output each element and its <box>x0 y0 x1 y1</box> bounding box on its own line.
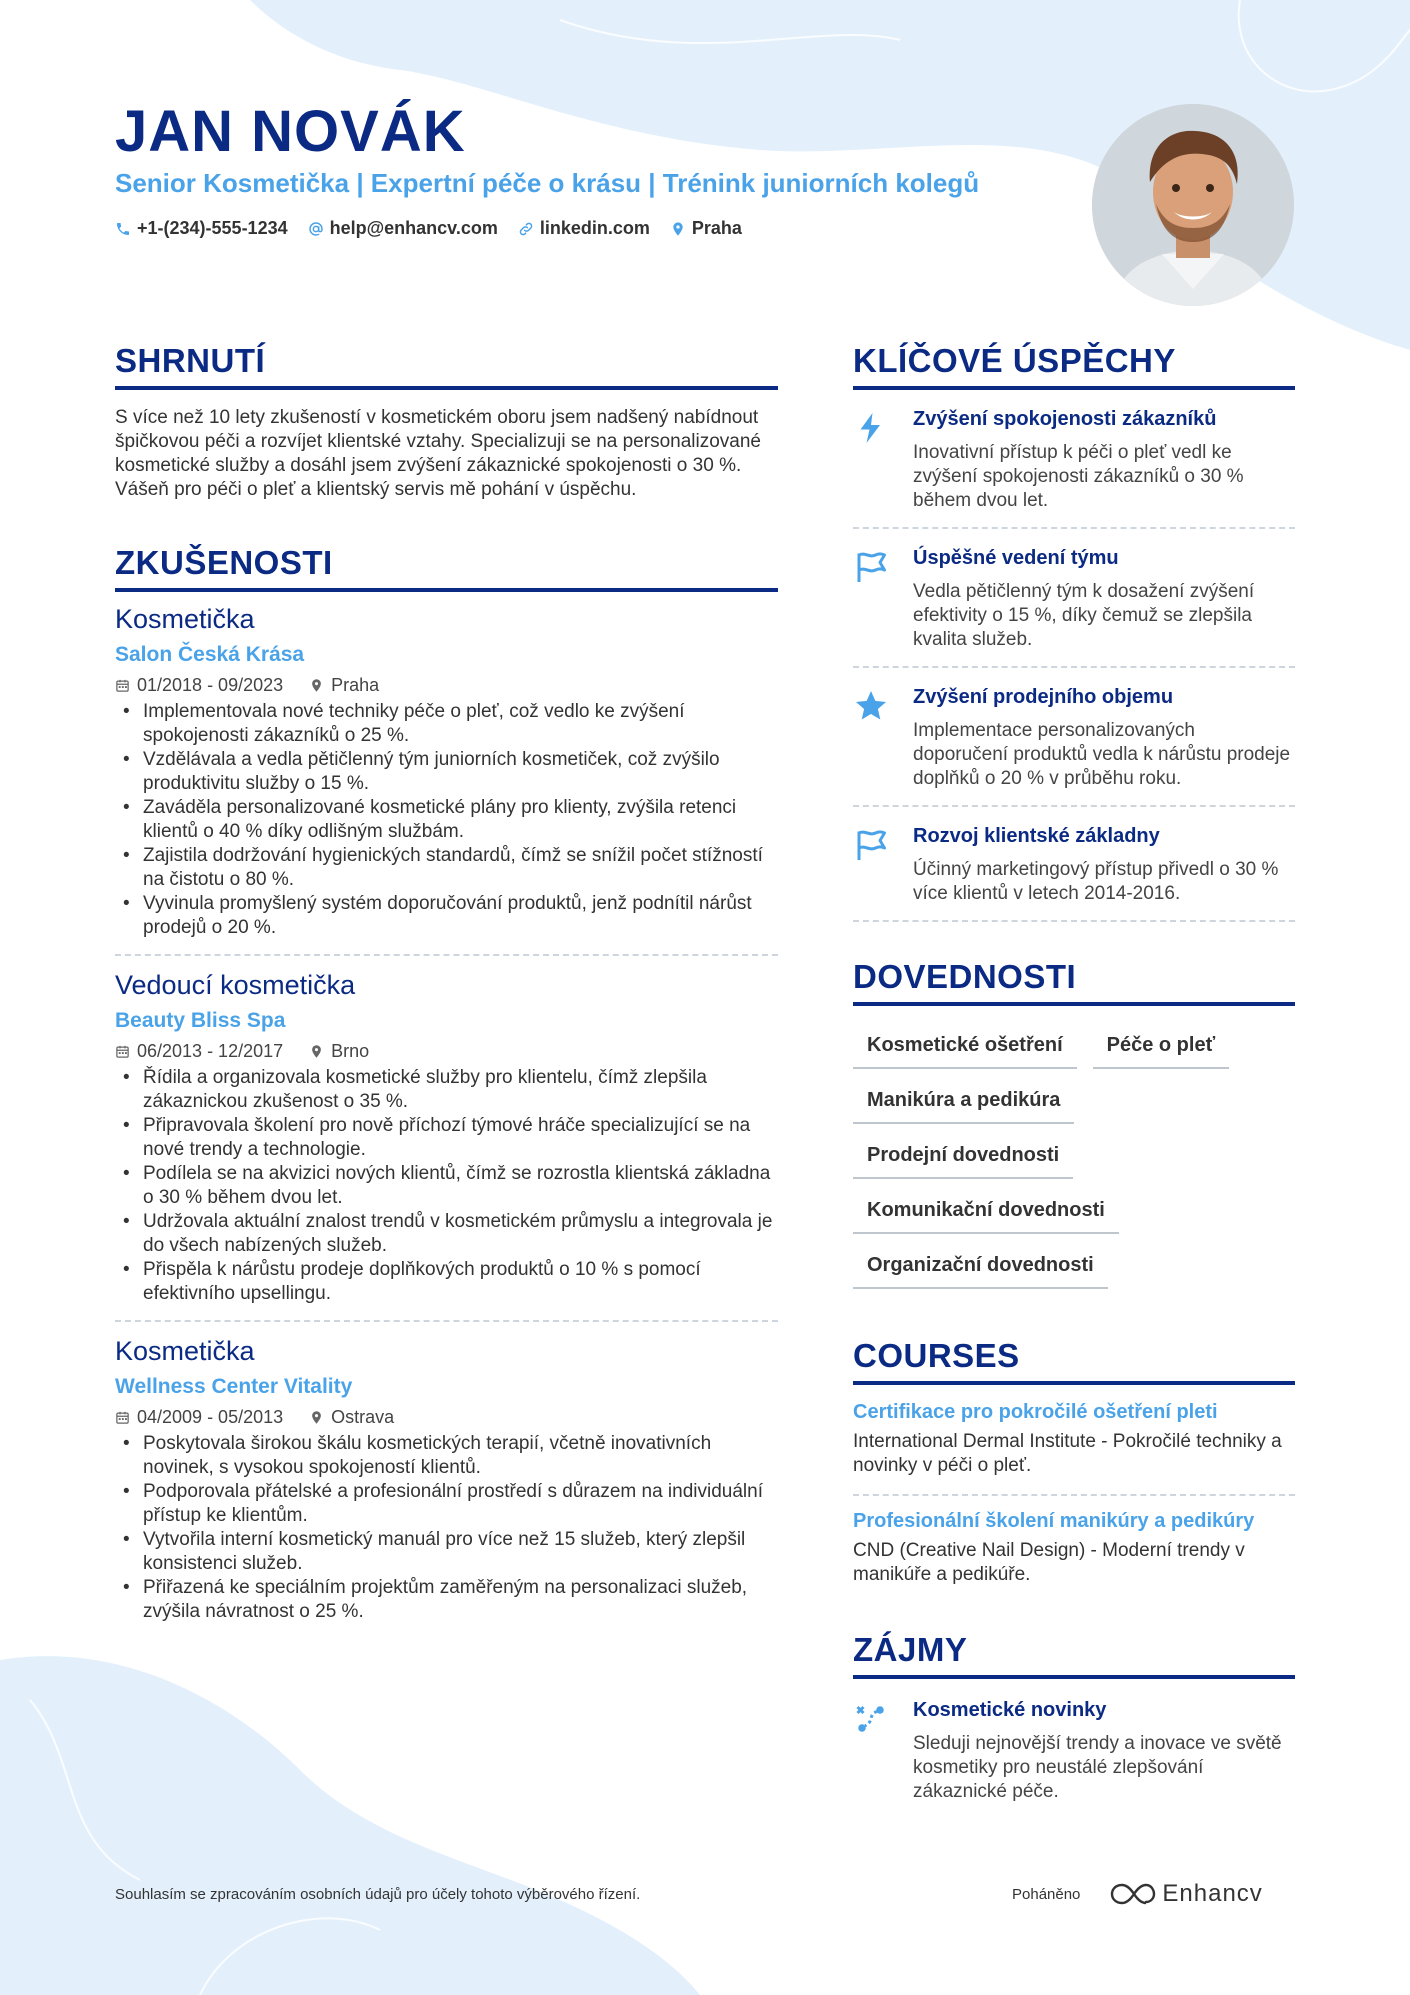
job-location: Ostrava <box>331 1407 395 1427</box>
list-item: • Vzdělávala a vedla pětičlenný tým juniorních kosmetiček, což zvýšilo produktivitu služby o 15 %. <box>115 748 778 796</box>
powered-label: Poháněno <box>1012 1885 1081 1903</box>
summary-title: SHRNUTÍ <box>115 342 778 390</box>
achievement-desc: Účinný marketingový přístup přivedl o 30 % více klientů v letech 2014-2016. <box>913 859 1279 904</box>
contact-email[interactable] <box>308 218 498 239</box>
left-column <box>115 342 778 1638</box>
skill-tag: Komunikační dovednosti <box>853 1187 1119 1234</box>
job-dates: 06/2013 - 12/2017 <box>137 1041 284 1061</box>
linkedin-text: linkedin.com <box>539 218 650 238</box>
achievement-title: Zvýšení spokojenosti zákazníků <box>913 408 1217 430</box>
achievement-title: Rozvoj klientské základny <box>913 825 1160 847</box>
achievements-title: KLÍČOVÉ ÚSPĚCHY <box>853 342 1295 390</box>
contact-bar <box>115 218 742 239</box>
link-icon <box>518 221 534 237</box>
course-item <box>853 1494 1295 1587</box>
achievement-item <box>853 807 1295 922</box>
list-item: • Přispěla k nárůstu prodeje doplňkových produktů o 10 % s pomocí efektivního upsellingu. <box>115 1258 778 1306</box>
list-item: • Vytvořila interní kosmetický manuál pro více než 15 služeb, který zlepšil konsistenci služeb. <box>115 1528 778 1576</box>
job-location: Brno <box>331 1041 370 1061</box>
interests-title: ZÁJMY <box>853 1631 1295 1679</box>
job-location: Praha <box>331 675 380 695</box>
skill-tag: Manikúra a pedikúra <box>853 1077 1074 1124</box>
interest-desc: Sleduji nejnovější trendy a inovace ve světě kosmetiky pro neustálé zlepšování zákaznické péče. <box>913 1733 1282 1802</box>
job-title: Vedoucí kosmetička <box>115 970 356 1000</box>
experience-section <box>115 544 778 1638</box>
summary-text: S více než 10 lety zkušeností v kosmetickém oboru jsem nadšený nabídnout špičkovou péči a rozvíjet klientské vztahy. Specializuji se na personalizované kosmetické služby a dosáhl jsem zvýšení zákaznické spokojenosti o 30 %. Vášeň pro péči o pleť a klientský servis mě pohání v úspěchu. <box>115 407 761 500</box>
course-desc: CND (Creative Nail Design) - Moderní trendy v manikúře a pedikúře. <box>853 1540 1245 1585</box>
contact-location <box>670 218 742 239</box>
achievement-desc: Implementace personalizovaných doporučení produktů vedla k nárůstu prodeje doplňků o 20 % v průběhu roku. <box>913 720 1291 789</box>
right-column <box>853 342 1295 1804</box>
profile-photo <box>1092 104 1294 306</box>
interest-title: Kosmetické novinky <box>913 1699 1107 1721</box>
achievement-title: Úspěšné vedení týmu <box>913 547 1119 569</box>
interest-item <box>853 1679 1295 1804</box>
job-company: Salon Česká Krása <box>115 643 305 666</box>
skill-tag: Péče o pleť <box>1093 1022 1230 1069</box>
bolt-icon <box>853 410 889 446</box>
list-item: • Zaváděla personalizované kosmetické plány pro klienty, zvýšila retenci klientů o 40 % díky odlišným službám. <box>115 796 778 844</box>
job-bullets <box>115 1066 778 1306</box>
job-bullets <box>115 700 778 940</box>
interests-section <box>853 1631 1295 1804</box>
skills-list <box>853 1014 1295 1289</box>
achievement-item <box>853 668 1295 807</box>
brand-name: Enhancv <box>1162 1880 1263 1907</box>
list-item: • Připravovala školení pro nově příchozí týmové hráče specializující se na nové trendy a technologie. <box>115 1114 778 1162</box>
calendar-icon <box>115 1410 130 1425</box>
phone-icon <box>115 221 131 237</box>
skill-tag: Prodejní dovednosti <box>853 1132 1073 1179</box>
headline: Senior Kosmetička | Expertní péče o krásu | Trénink juniorních kolegů <box>115 168 980 198</box>
email-text: help@enhancv.com <box>329 218 498 238</box>
courses-title: COURSES <box>853 1337 1295 1385</box>
flag-icon <box>853 549 889 585</box>
consent-note: Souhlasím se zpracováním osobních údajů pro účely tohoto výběrového řízení. <box>115 1886 641 1903</box>
job-meta <box>115 675 778 696</box>
job-company: Beauty Bliss Spa <box>115 1009 286 1032</box>
star-icon <box>853 688 889 724</box>
achievement-item <box>853 390 1295 529</box>
list-item: • Zajistila dodržování hygienických standardů, čímž se snížil počet stížností na čistotu o 80 %. <box>115 844 778 892</box>
courses-section <box>853 1337 1295 1587</box>
route-icon <box>853 1701 889 1737</box>
flag-icon <box>853 827 889 863</box>
job-dates: 04/2009 - 05/2013 <box>137 1407 284 1427</box>
calendar-icon <box>115 678 130 693</box>
job-entry <box>115 954 778 1320</box>
location-pin-icon <box>309 1410 324 1425</box>
job-meta <box>115 1041 778 1062</box>
skills-title: DOVEDNOSTI <box>853 958 1295 1006</box>
course-item <box>853 1401 1295 1478</box>
achievement-item <box>853 529 1295 668</box>
at-icon <box>308 221 324 237</box>
job-company: Wellness Center Vitality <box>115 1375 353 1398</box>
list-item: • Řídila a organizovala kosmetické služby pro klientelu, čímž zlepšila zákaznickou zkušenost o 35 %. <box>115 1066 778 1114</box>
contact-phone[interactable] <box>115 218 288 239</box>
skill-tag: Organizační dovednosti <box>853 1242 1108 1289</box>
job-entry <box>115 604 778 954</box>
job-bullets <box>115 1432 778 1624</box>
achievement-title: Zvýšení prodejního objemu <box>913 686 1174 708</box>
location-text: Praha <box>691 218 742 238</box>
course-title: Certifikace pro pokročilé ošetření pleti <box>853 1401 1218 1423</box>
enhancv-logo-icon <box>1110 1881 1156 1907</box>
job-dates: 01/2018 - 09/2023 <box>137 675 284 695</box>
location-pin-icon <box>309 678 324 693</box>
phone-text: +1-(234)-555-1234 <box>137 218 288 238</box>
candidate-name: JAN NOVÁK <box>115 99 466 164</box>
location-pin-icon <box>670 221 686 237</box>
list-item: • Udržovala aktuální znalost trendů v kosmetickém průmyslu a integrovala je do všech nabízených služeb. <box>115 1210 778 1258</box>
list-item: • Vyvinula promyšlený systém doporučování produktů, jenž podnítil nárůst prodejů o 20 %. <box>115 892 778 940</box>
contact-linkedin[interactable] <box>518 218 650 239</box>
calendar-icon <box>115 1044 130 1059</box>
list-item: • Přiřazená ke speciálním projektům zaměřeným na personalizaci služeb, zvýšila návratnost o 25 %. <box>115 1576 778 1624</box>
achievement-desc: Inovativní přístup k péči o pleť vedl ke zvýšení spokojenosti zákazníků o 30 % během dvou let. <box>913 442 1244 511</box>
course-title: Profesionální školení manikúry a pedikúry <box>853 1510 1255 1532</box>
brand-logo <box>1110 1880 1262 1908</box>
job-entry <box>115 1320 778 1638</box>
skill-tag: Kosmetické ošetření <box>853 1022 1077 1069</box>
job-title: Kosmetička <box>115 1336 255 1366</box>
list-item: • Podporovala přátelské a profesionální prostředí s důrazem na individuální přístup ke klientům. <box>115 1480 778 1528</box>
experience-title: ZKUŠENOSTI <box>115 544 778 592</box>
list-item: • Podílela se na akvizici nových klientů, čímž se rozrostla klientská základna o 30 % během dvou let. <box>115 1162 778 1210</box>
job-meta <box>115 1407 778 1428</box>
powered-by[interactable] <box>1012 1880 1263 1908</box>
list-item: • Poskytovala širokou škálu kosmetických terapií, včetně inovativních novinek, s vysokou spokojeností klientů. <box>115 1432 778 1480</box>
achievement-desc: Vedla pětičlenný tým k dosažení zvýšení efektivity o 15 %, díky čemuž se zlepšila kvalita služeb. <box>913 581 1255 650</box>
skills-section <box>853 958 1295 1289</box>
list-item: • Implementovala nové techniky péče o pleť, což vedlo ke zvýšení spokojenosti zákazníků o 25 %. <box>115 700 778 748</box>
job-title: Kosmetička <box>115 604 255 634</box>
location-pin-icon <box>309 1044 324 1059</box>
course-desc: International Dermal Institute - Pokročilé techniky a novinky v péči o pleť. <box>853 1431 1282 1476</box>
